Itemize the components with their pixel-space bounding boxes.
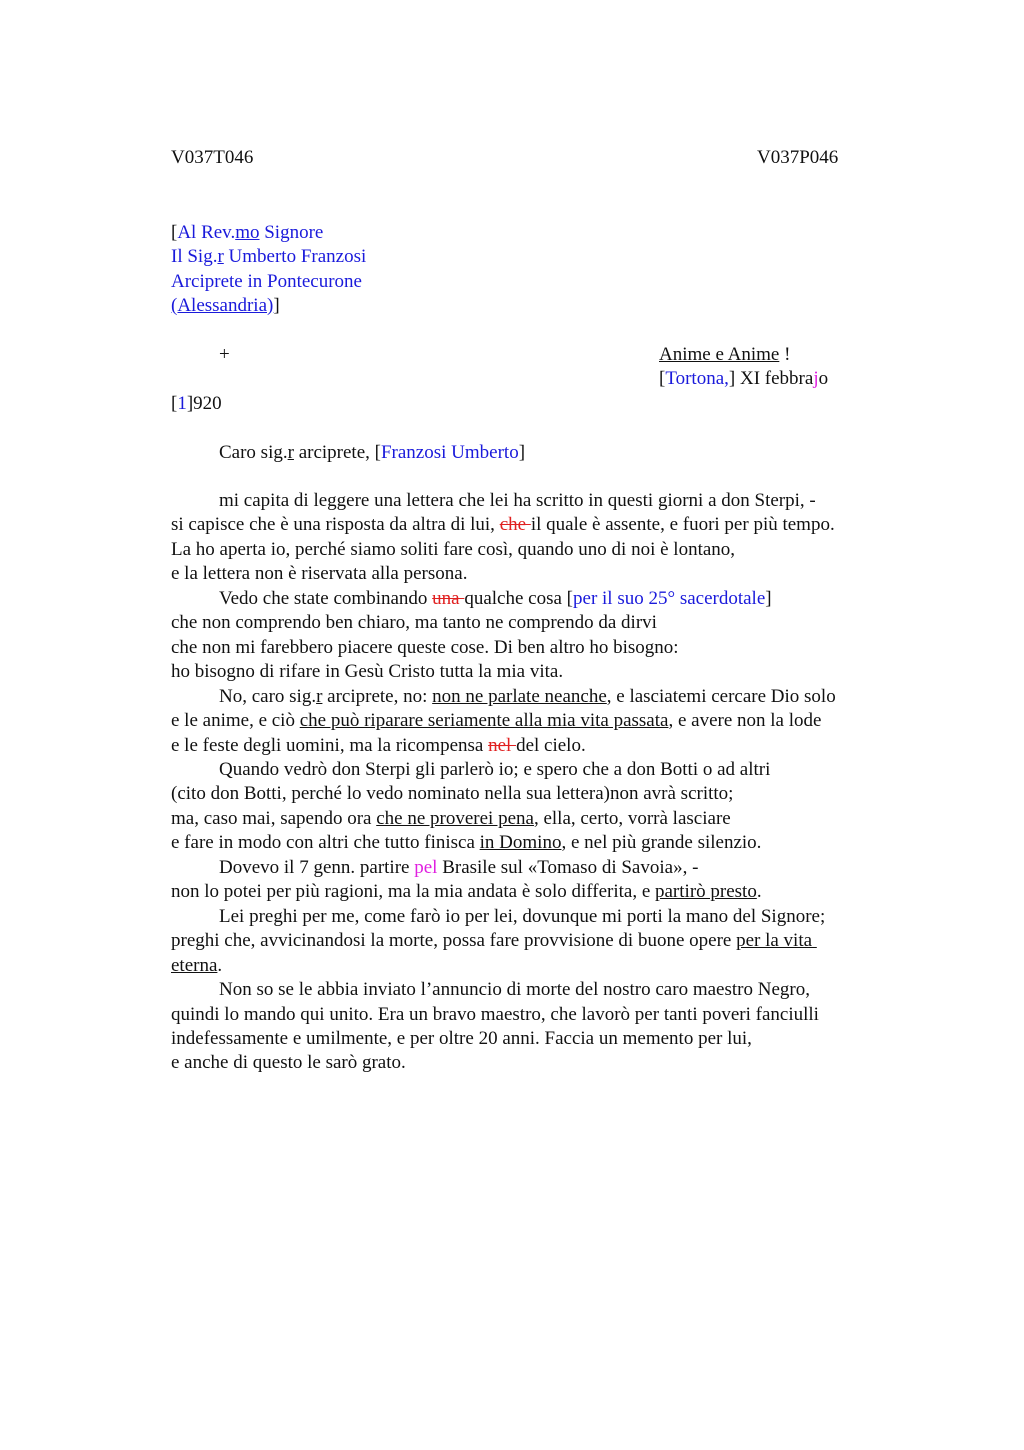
text-segment: per la vita [736,930,817,952]
text-segment: , e nel più grande silenzio. [561,832,762,854]
body-line [171,1027,911,1051]
text-segment: non ne parlate neanche [432,685,607,707]
text-segment: che ne proverei pena [376,807,534,829]
text-segment: che può riparare seriamente alla mia vita passata [299,710,669,732]
year: [1]920 [171,393,222,414]
document-code-left: V037T046 [171,147,254,168]
text-segment: , ella, certo, vorrà lasciare [533,807,731,829]
text-segment: ] [765,587,772,609]
text-segment: mi capita di leggere una lettera che lei ha scritto in questi giorni a don Sterpi, - [219,490,816,511]
text-segment: e fare in modo con altri che tutto finisca [171,832,480,854]
place-date: [Tortona,] XI febbrajo [659,368,829,389]
text-segment: preghi che, avvicinandosi la morte, possa fare provvisione di buone opere [171,930,737,952]
text-segment: del cielo. [516,734,586,756]
body-line [171,929,911,953]
text-segment: Vedo che state combinando [219,587,433,609]
text-segment: Brasile sul «Tomaso di Savoia», - [437,856,699,878]
text-segment: , e lasciatemi cercare Dio solo [606,685,836,707]
text-segment: eterna [171,954,218,976]
address-line-1: [Al Rev.mo Signore [171,222,324,243]
text-segment: per il suo 25° sacerdotale [573,587,766,609]
body-line [171,538,911,562]
text-segment: No, caro sig. [219,685,317,707]
text-segment: r [316,685,323,707]
body-line [171,831,911,855]
text-segment: partirò presto [655,881,757,903]
text-segment: . [217,954,223,976]
text-segment: qualche cosa [ [464,587,574,609]
letter-body [171,489,911,1076]
text-segment: una [432,587,465,609]
text-segment: quindi lo mando qui unito. Era un bravo maestro, che lavorò per tanti poveri fanciulli [171,1003,819,1025]
body-line [171,880,911,904]
body-line [171,758,911,782]
text-segment: ma, caso mai, sapendo ora [171,807,377,829]
body-line [171,978,911,1002]
document-code-right: V037P046 [757,147,839,168]
text-segment: , e avere non la lode [668,710,822,732]
text-segment: che non comprendo ben chiaro, ma tanto ne comprendo da dirvi [171,612,657,634]
body-line [171,734,911,758]
text-segment: Non so se le abbia inviato l’annuncio di morte del nostro caro maestro Negro, [219,979,810,1001]
text-segment: pel [414,856,438,878]
text-segment: Dovevo il 7 genn. partire [219,856,415,878]
text-segment: nel [488,734,517,756]
text-segment: non lo potei per più ragioni, ma la mia andata è solo differita, e [171,881,655,903]
text-segment: arciprete, no: [322,685,433,707]
motto: Anime e Anime ! [659,344,791,365]
text-segment: indefessamente e umilmente, e per oltre 20 anni. Faccia un memento per lui, [171,1027,752,1049]
body-line [171,709,911,733]
salutation: Caro sig.r arciprete, [Franzosi Umberto] [219,442,526,463]
text-segment: e la lettera non è riservata alla persona. [171,563,468,585]
body-line [171,611,911,635]
cross-symbol: + [219,344,230,365]
address-line-3: Arciprete in Pontecurone [171,271,362,292]
text-segment: e le anime, e ciò [171,710,300,732]
text-segment: La ho aperta io, perché siamo soliti fare così, quando uno di noi è lontano, [171,538,736,560]
body-line [171,513,911,537]
body-line [171,905,911,929]
text-segment: ho bisogno di rifare in Gesù Cristo tutta la mia vita. [171,661,564,683]
body-line [171,1003,911,1027]
body-line [171,660,911,684]
body-line [171,685,911,709]
text-segment: Lei preghi per me, come farò io per lei, dovunque mi porti la mano del Signore; [219,905,826,927]
text-segment: (cito don Botti, perché lo vedo nominato nella sua lettera)non avrà scritto; [171,783,734,805]
body-line [171,1051,911,1075]
text-segment: in Domino [479,832,562,854]
body-line [171,807,911,831]
body-line [171,587,911,611]
text-segment: che non mi farebbero piacere queste cose. Di ben altro ho bisogno: [171,636,679,658]
body-line [171,954,911,978]
body-line [171,856,911,880]
text-segment: e anche di questo le sarò grato. [171,1052,406,1074]
text-segment: che [499,514,531,536]
text-segment: il quale è assente, e fuori per più tempo. [530,514,835,536]
text-segment: . [756,881,762,903]
text-segment: Quando vedrò don Sterpi gli parlerò io; e spero che a don Botti o ad altri [219,758,771,780]
text-segment: si capisce che è una risposta da altra di lui, [171,514,500,536]
text-segment: e le feste degli uomini, ma la ricompensa [171,734,489,756]
address-line-4: (Alessandria)] [171,295,280,316]
address-line-2: Il Sig.r Umberto Franzosi [171,246,367,267]
body-line [171,636,911,660]
body-line [171,562,911,586]
body-line [171,489,911,513]
body-line [171,782,911,806]
